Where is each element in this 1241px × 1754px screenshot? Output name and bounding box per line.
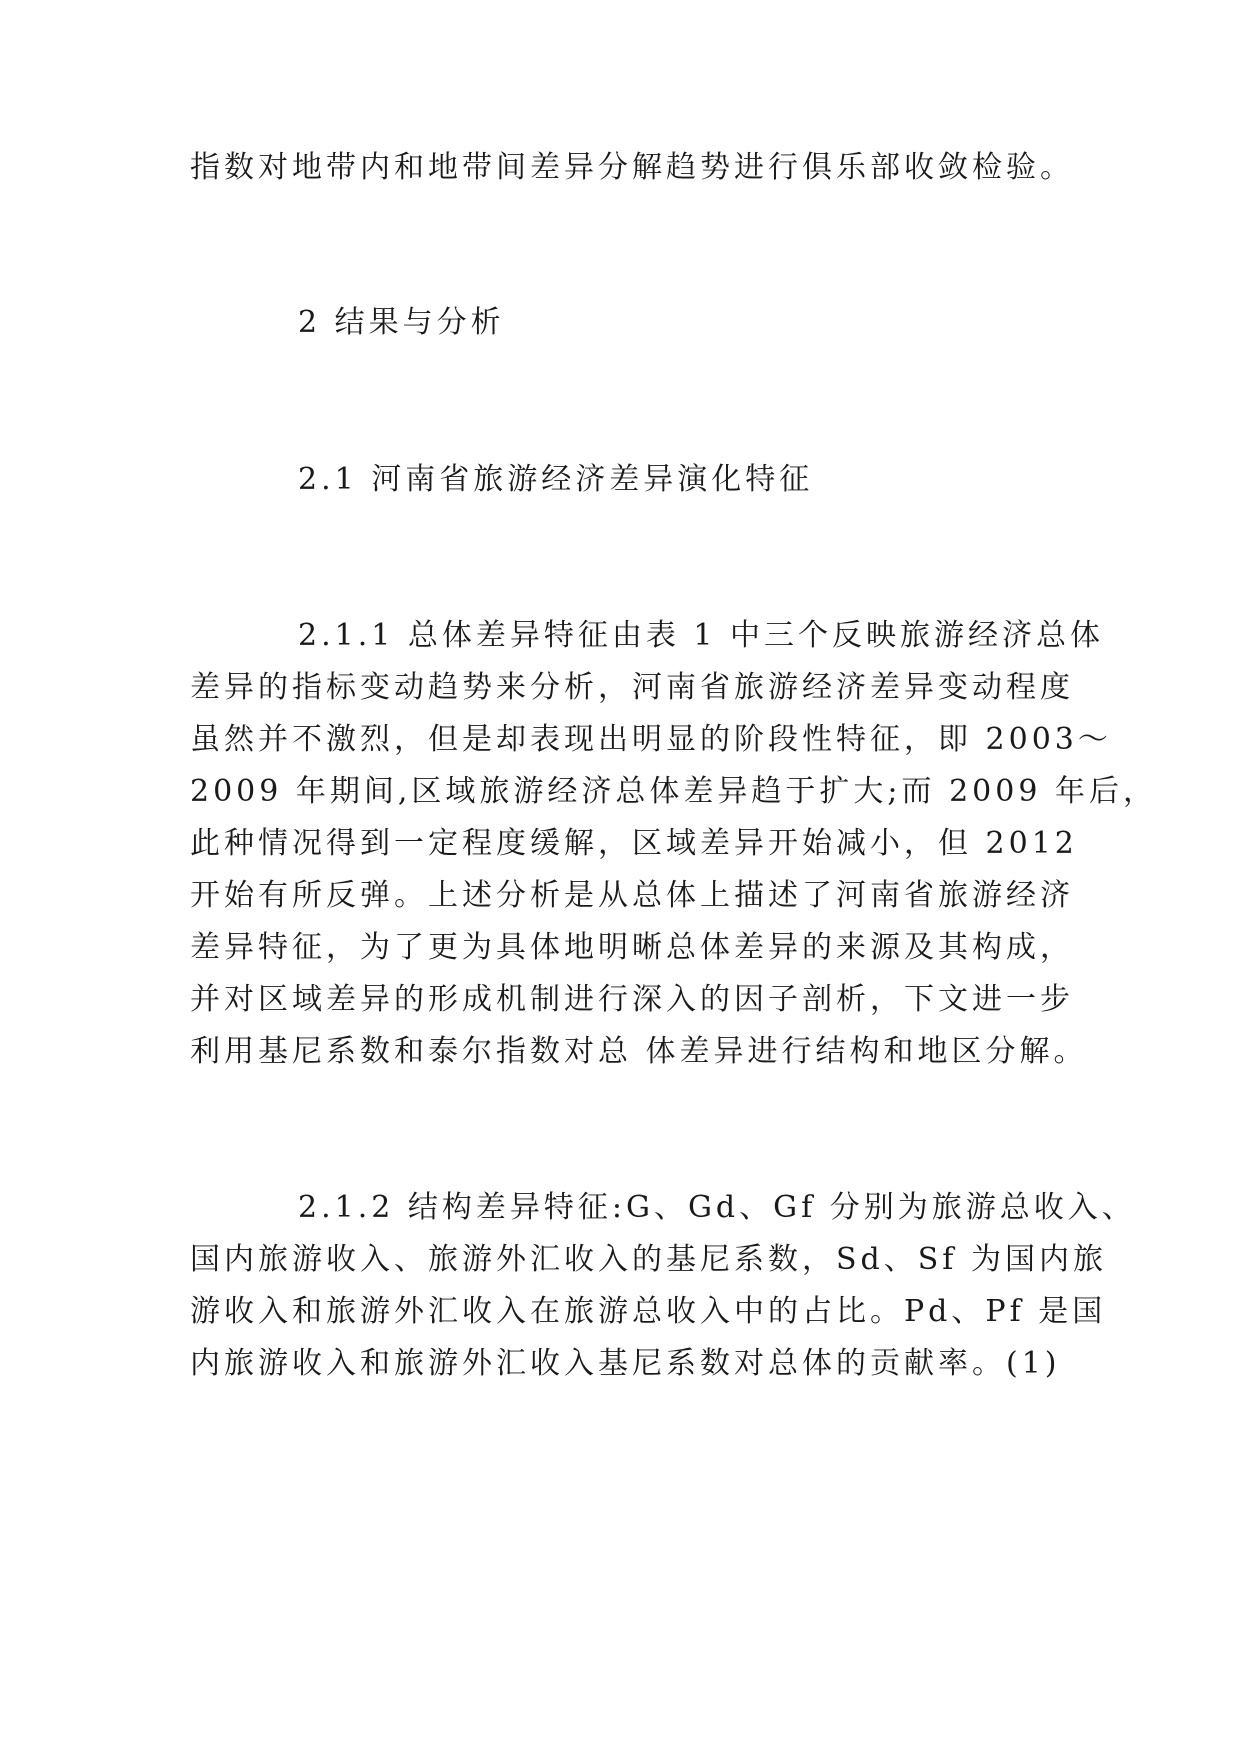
paragraph-line: 2.1.1 总体差异特征由表 1 中三个反映旅游经济总体 (298, 618, 1105, 653)
paragraph-line: 差异特征，为了更为具体地明晰总体差异的来源及其构成， (190, 930, 1074, 965)
section-heading: 2 结果与分析 (298, 305, 505, 340)
paragraph-line: 内旅游收入和旅游外汇收入基尼系数对总体的贡献率。(1) (190, 1346, 1061, 1381)
subsection-heading: 2.1 河南省旅游经济差异演化特征 (298, 462, 814, 497)
paragraph-line: 并对区域差异的形成机制进行深入的因子剖析，下文进一步 (190, 982, 1074, 1017)
paragraph-line: 差异的指标变动趋势来分析，河南省旅游经济差异变动程度 (190, 670, 1074, 705)
paragraph-line: 此种情况得到一定程度缓解，区域差异开始减小，但 2012 (190, 826, 1078, 861)
intro-tail-line: 指数对地带内和地带间差异分解趋势进行俱乐部收敛检验。 (190, 150, 1074, 185)
paragraph-line: 利用基尼系数和泰尔指数对总 体差异进行结构和地区分解。 (190, 1034, 1088, 1069)
paragraph-line: 国内旅游收入、旅游外汇收入的基尼系数，Sd、Sf 为国内旅 (190, 1242, 1107, 1277)
paragraph-line: 2009 年期间,区域旅游经济总体差异趋于扩大;而 2009 年后， (190, 774, 1157, 809)
paragraph-line: 游收入和旅游外汇收入在旅游总收入中的占比。Pd、Pf 是国 (190, 1294, 1107, 1329)
paragraph-line: 虽然并不激烈，但是却表现出明显的阶段性特征，即 2003～ (190, 722, 1112, 757)
paragraph-line: 开始有所反弹。上述分析是从总体上描述了河南省旅游经济 (190, 878, 1074, 913)
paragraph-line: 2.1.2 结构差异特征:G、Gd、Gf 分别为旅游总收入、 (298, 1190, 1136, 1225)
